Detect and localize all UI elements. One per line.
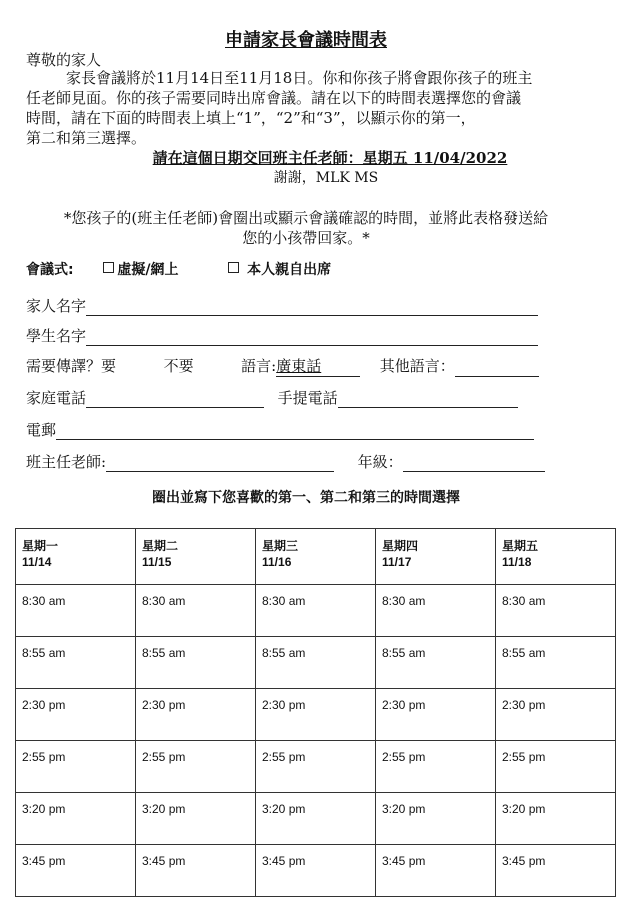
day-date: 11/17: [382, 555, 412, 569]
page-title: 申請家長會議時間表: [225, 30, 387, 51]
time-slot-cell[interactable]: 3:45 pm: [256, 845, 376, 897]
day-name: 星期二: [142, 539, 179, 553]
translation-row: [26, 356, 539, 377]
student-name-row: [26, 326, 538, 346]
time-slot-cell[interactable]: 8:55 am: [16, 637, 136, 689]
time-slot-cell[interactable]: 2:30 pm: [376, 689, 496, 741]
day-date: 11/15: [142, 555, 172, 569]
language-field[interactable]: [276, 356, 360, 377]
time-slot-cell[interactable]: 2:55 pm: [136, 741, 256, 793]
meeting-type-row: [26, 260, 331, 280]
time-slot-cell[interactable]: 2:55 pm: [256, 741, 376, 793]
time-slot-cell[interactable]: 3:45 pm: [16, 845, 136, 897]
note-line-2: 您的小孩帶回家。*: [242, 229, 370, 247]
cell-phone-field[interactable]: [338, 392, 518, 408]
in-person-option-label: 本人親自出席: [247, 262, 332, 278]
time-slot-cell[interactable]: 8:55 am: [376, 637, 496, 689]
other-language-label: 其他語言：: [379, 357, 455, 375]
day-name: 星期四: [382, 539, 419, 553]
cell-phone-label: 手提電話: [277, 389, 338, 407]
note-line-1: *您孩子的(班主任老師)會圈出或顯示會議確認的時間，並將此表格發送給: [63, 209, 549, 227]
table-row: [16, 585, 616, 637]
schedule-header-row: [16, 529, 616, 585]
virtual-checkbox[interactable]: [103, 262, 114, 273]
time-slot-cell[interactable]: 8:30 am: [136, 585, 256, 637]
time-slot-cell[interactable]: 3:20 pm: [256, 793, 376, 845]
phone-row: [26, 388, 518, 408]
time-slot-cell[interactable]: 3:20 pm: [16, 793, 136, 845]
intro-line-4: 第二和第三選擇。: [26, 129, 147, 147]
time-slot-cell[interactable]: 8:55 am: [496, 637, 616, 689]
virtual-option-label: 虛擬/網上: [117, 262, 179, 278]
day-header-fri: [496, 529, 616, 585]
time-slot-cell[interactable]: 8:55 am: [136, 637, 256, 689]
grade-field[interactable]: [403, 456, 545, 472]
meeting-type-label: 會議式:: [26, 262, 74, 278]
time-slot-cell[interactable]: 3:20 pm: [136, 793, 256, 845]
day-date: 11/16: [262, 555, 292, 569]
table-row: [16, 845, 616, 897]
time-slot-cell[interactable]: 2:30 pm: [496, 689, 616, 741]
family-name-label: 家人名字: [26, 297, 87, 315]
intro-line-2: 任老師見面。你的孩子需要同時出席會議。請在以下的時間表選擇您的會議: [26, 89, 522, 107]
schedule-heading: 圈出並寫下您喜歡的第一、第二和第三的時間選擇: [152, 490, 460, 506]
time-slot-cell[interactable]: 8:30 am: [256, 585, 376, 637]
return-notice: 請在這個日期交回班主任老師：星期五 11/04/2022: [152, 149, 508, 167]
day-date: 11/18: [502, 555, 532, 569]
day-name: 星期五: [502, 539, 539, 553]
email-label: 電郵: [26, 421, 57, 439]
table-row: [16, 689, 616, 741]
translation-no-label[interactable]: 不要: [163, 357, 194, 375]
day-header-tue: [136, 529, 256, 585]
language-value: 廣東話: [276, 357, 322, 375]
grade-label: 年級：: [357, 453, 403, 471]
in-person-checkbox[interactable]: [228, 262, 239, 273]
time-slot-cell[interactable]: 3:20 pm: [496, 793, 616, 845]
email-row: [26, 420, 534, 440]
time-slot-cell[interactable]: 8:55 am: [256, 637, 376, 689]
greeting: 尊敬的家人: [26, 51, 102, 69]
time-slot-cell[interactable]: 2:30 pm: [256, 689, 376, 741]
time-slot-cell[interactable]: 2:55 pm: [376, 741, 496, 793]
translation-yes-label[interactable]: 需要傳譯？要: [26, 357, 117, 375]
day-header-mon: [16, 529, 136, 585]
time-slot-cell[interactable]: 8:30 am: [496, 585, 616, 637]
intro-line-3: 時間，請在下面的時間表上填上“1”，“2”和“3”，以顯示你的第一，: [26, 109, 476, 127]
home-phone-label: 家庭電話: [26, 389, 87, 407]
time-slot-cell[interactable]: 2:30 pm: [16, 689, 136, 741]
time-slot-cell[interactable]: 3:45 pm: [376, 845, 496, 897]
email-field[interactable]: [56, 424, 534, 440]
homeroom-teacher-field[interactable]: [106, 456, 334, 472]
thanks: 謝謝，MLK MS: [273, 170, 379, 186]
time-slot-cell[interactable]: 2:55 pm: [496, 741, 616, 793]
other-language-field[interactable]: [455, 361, 539, 377]
time-slot-cell[interactable]: 2:30 pm: [136, 689, 256, 741]
schedule-body: [16, 585, 616, 897]
day-date: 11/14: [22, 555, 52, 569]
time-slot-cell[interactable]: 8:30 am: [16, 585, 136, 637]
time-slot-cell[interactable]: 8:30 am: [376, 585, 496, 637]
day-name: 星期一: [22, 539, 59, 553]
table-row: [16, 637, 616, 689]
table-row: [16, 793, 616, 845]
teacher-row: [26, 452, 545, 472]
intro-line-1: 家長會議將於11月14日至11月18日。你和你孩子將會跟你孩子的班主: [66, 69, 533, 87]
family-name-row: [26, 296, 538, 316]
student-name-field[interactable]: [86, 330, 538, 346]
day-header-wed: [256, 529, 376, 585]
homeroom-teacher-label: 班主任老師:: [26, 453, 107, 471]
day-header-thu: [376, 529, 496, 585]
student-name-label: 學生名字: [26, 327, 87, 345]
time-slot-cell[interactable]: 3:20 pm: [376, 793, 496, 845]
table-row: [16, 741, 616, 793]
family-name-field[interactable]: [86, 300, 538, 316]
day-name: 星期三: [262, 539, 299, 553]
language-label: 語言:: [241, 357, 277, 375]
time-slot-cell[interactable]: 3:45 pm: [496, 845, 616, 897]
time-slot-cell[interactable]: 2:55 pm: [16, 741, 136, 793]
time-slot-cell[interactable]: 3:45 pm: [136, 845, 256, 897]
home-phone-field[interactable]: [86, 392, 264, 408]
schedule-table: [15, 528, 616, 897]
